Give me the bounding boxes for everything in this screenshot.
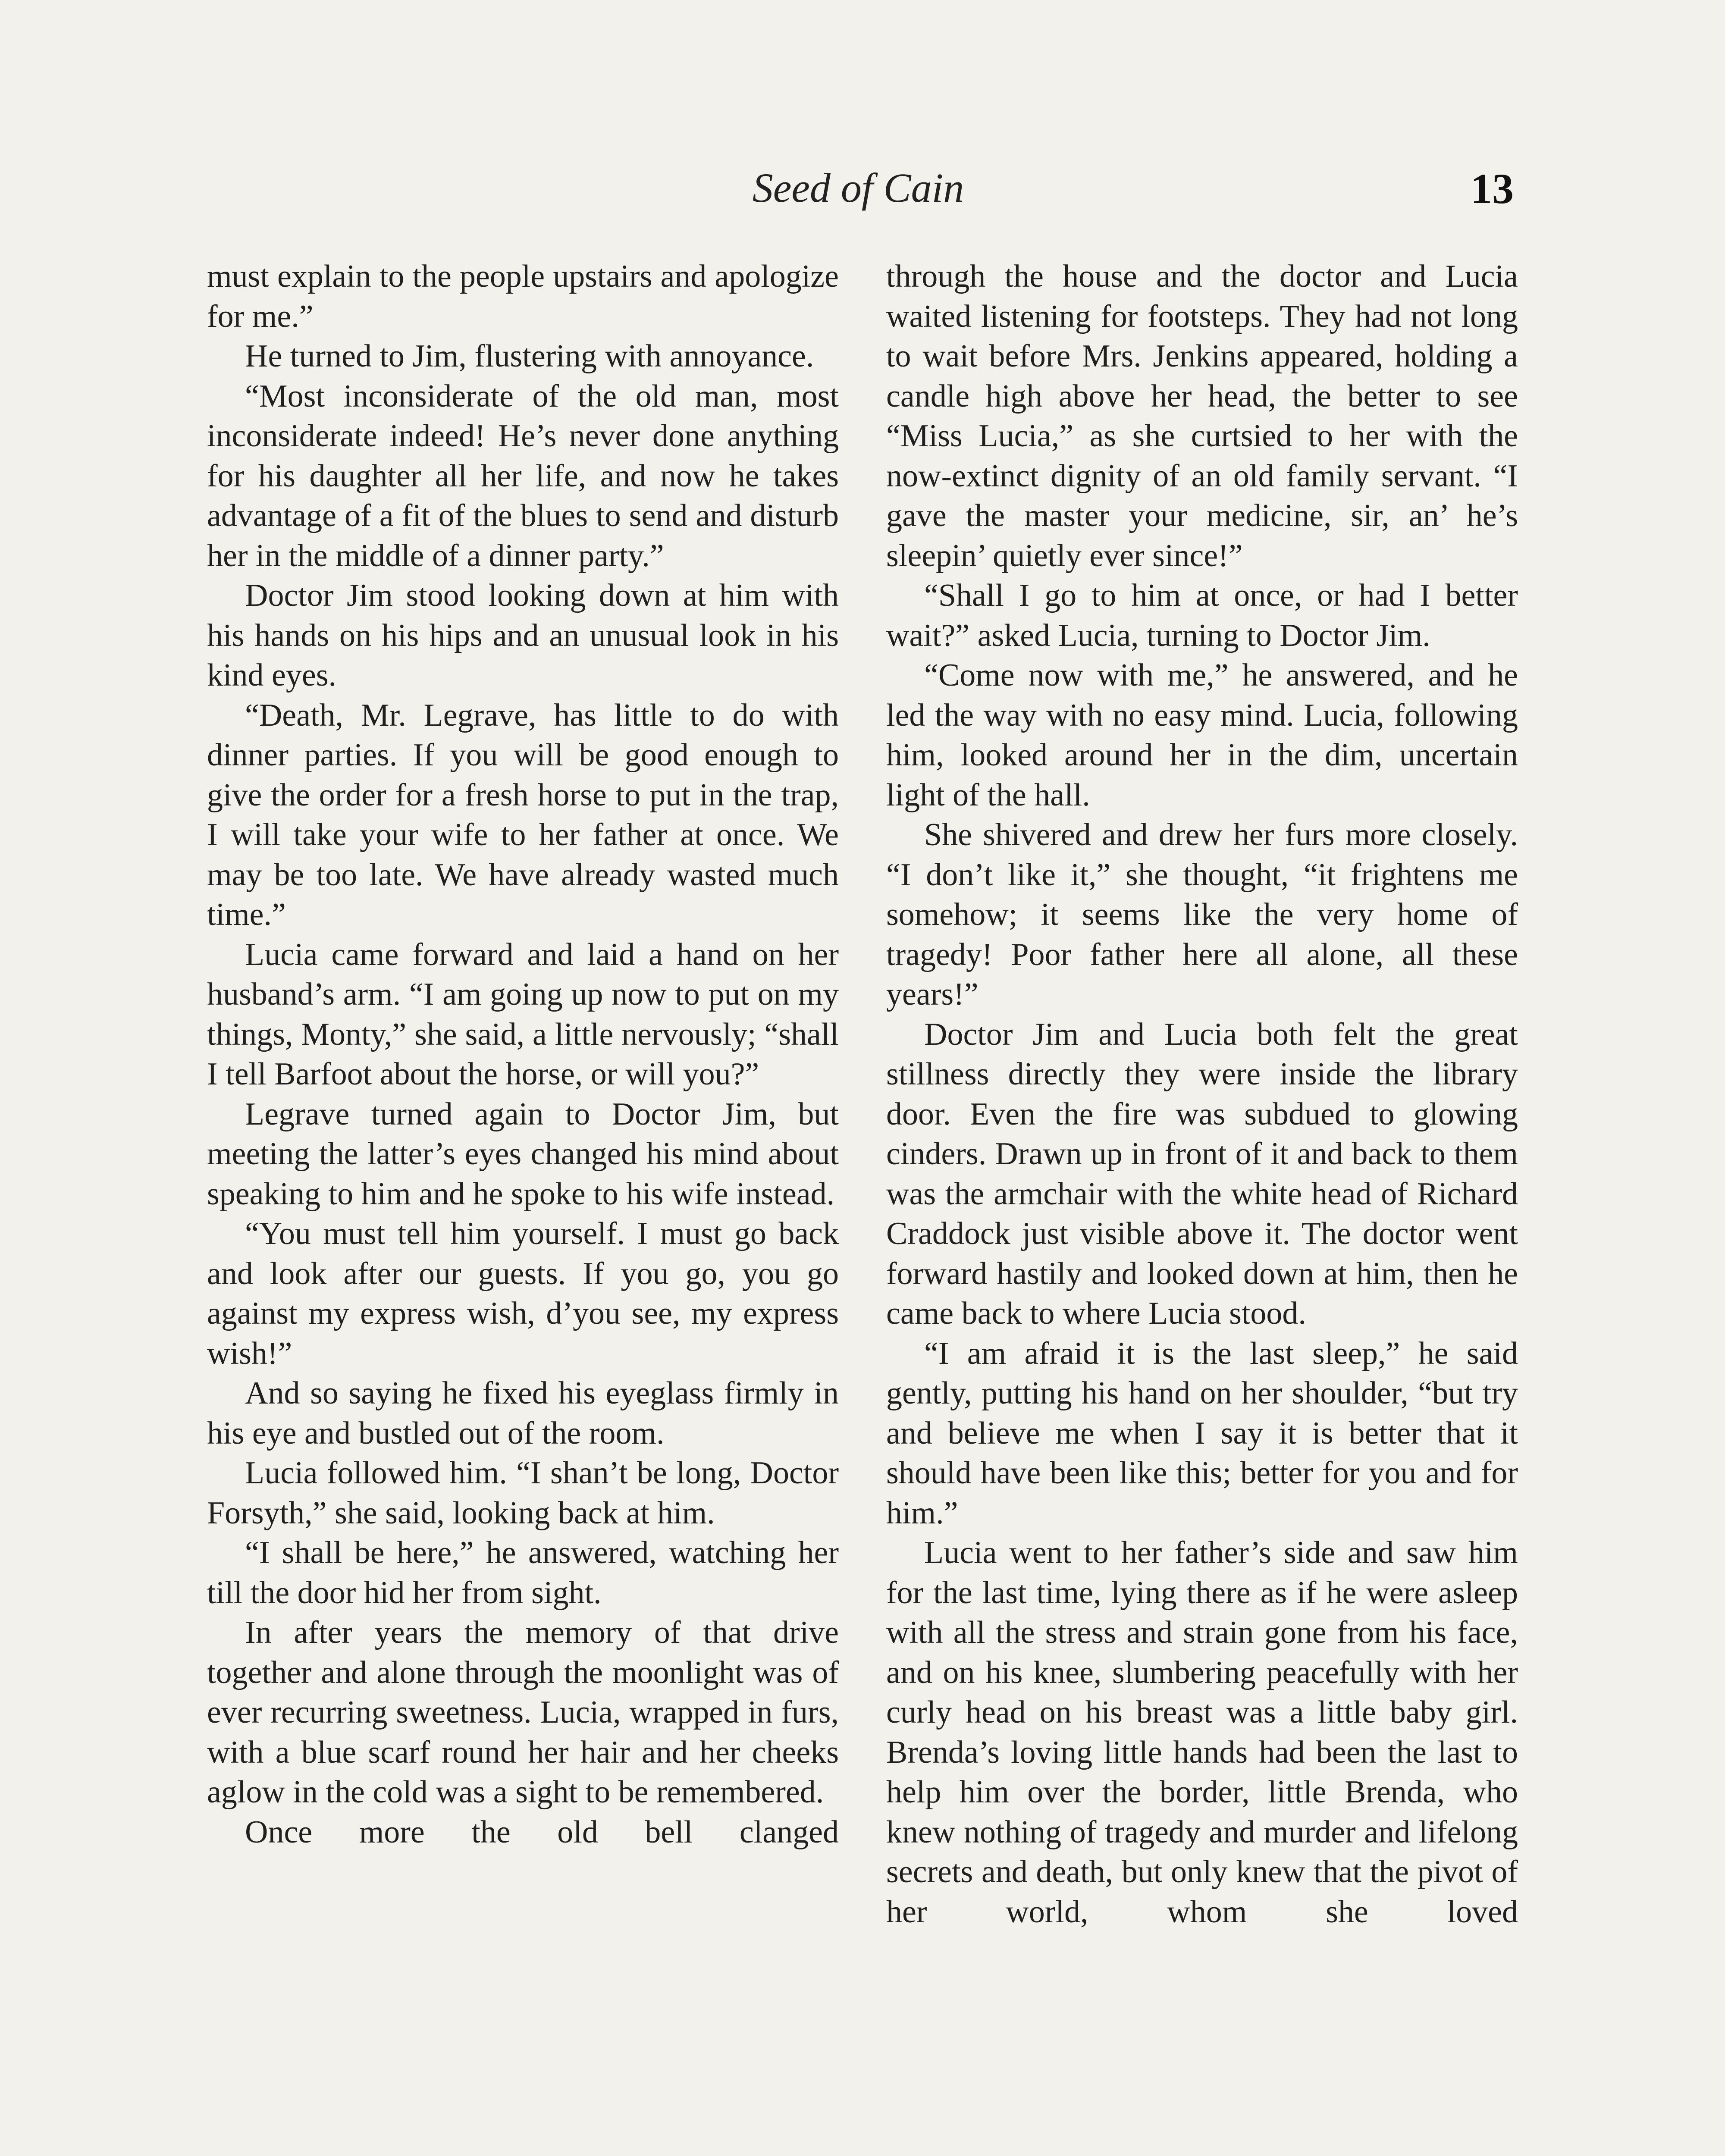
- paragraph: must explain to the people upstairs and apologize for me.”: [207, 259, 839, 334]
- paragraph: “Shall I go to him at once, or had I better wait?” asked Lucia, turning to Doctor Jim.: [886, 578, 1518, 653]
- paragraph: “Death, Mr. Legrave, has little to do with dinner parties. If you will be good enough to give the order for a fresh horse to put in the trap, I will take your wife to her father at once. We may be too late. We have already wasted much time.”: [207, 697, 839, 932]
- paragraph: Lucia followed him. “I shan’t be long, Doctor Forsyth,” she said, looking back at him.: [207, 1455, 839, 1531]
- paragraph: In after years the memory of that drive together and alone through the moonlight was of ever recurring sweetness. Lucia, wrapped in furs, with a blue scarf round her hair and her cheeks aglow in the cold was a sight to be remembered.: [207, 1615, 839, 1810]
- paragraph: “I shall be here,” he answered, watching her till the door hid her from sight.: [207, 1535, 839, 1611]
- paragraph: Legrave turned again to Doctor Jim, but meeting the latter’s eyes changed his mind about speaking to him and he spoke to his wife instead.: [207, 1096, 839, 1212]
- page-number: 13: [1471, 165, 1514, 213]
- paragraph: “You must tell him yourself. I must go back and look after our guests. If you go, you go against my express wish, d’you see, my express wish!”: [207, 1216, 839, 1371]
- paragraph: Once more the old bell clanged: [245, 1814, 839, 1850]
- paragraph: “Most inconsiderate of the old man, most inconsiderate indeed! He’s never done anything for his daughter all her life, and now he takes advantage of a fit of the blues to send and disturb her in the middle of a dinner party.”: [207, 378, 839, 573]
- paragraph: And so saying he fixed his eyeglass firmly in his eye and bustled out of the room.: [207, 1376, 839, 1451]
- paragraph: Doctor Jim and Lucia both felt the great stillness directly they were inside the library door. Even the fire was subdued to glowing cinders. Drawn up in front of it and back to them was the armchair with the white head of Richard Craddock just visible above it. The doctor went forward hastily and looked down at him, then he came back to where Lucia stood.: [886, 1016, 1518, 1331]
- paragraph: “I am afraid it is the last sleep,” he said gently, putting his hand on her shoulder, “but try and believe me when I say it is better that it should have been like this; better for you and for him.”: [886, 1335, 1518, 1531]
- paragraph: Lucia came forward and laid a hand on her husband’s arm. “I am going up now to put on my things, Monty,” she said, a little nervously; “shall I tell Barfoot about the horse, or will you?”: [207, 937, 839, 1092]
- right-text-column: [886, 257, 1518, 1932]
- paragraph: Lucia went to her father’s side and saw him for the last time, lying there as if he were asleep with all the stress and strain gone from his face, and on his knee, slumbering peacefully with her curly head on his breast was a little baby girl. Brenda’s loving little hands had been the last to help him over the border, little Brenda, who knew nothing of tragedy and murder and lifelong secrets and death, but only knew that the pivot of her world, whom she loved: [886, 1535, 1518, 1930]
- paragraph: She shivered and drew her furs more closely. “I don’t like it,” she thought, “it frightens me somehow; it seems like the very home of tragedy! Poor father here all alone, all these years!”: [886, 817, 1518, 1012]
- paragraph: through the house and the doctor and Lucia waited listening for footsteps. They had not long to wait before Mrs. Jenkins appeared, holding a candle high above her head, the better to see “Miss Lucia,” as she curtsied to her with the now-extinct dignity of an old family servant. “I gave the master your medicine, sir, an’ he’s sleepin’ quietly ever since!”: [886, 259, 1518, 573]
- paragraph: Doctor Jim stood looking down at him with his hands on his hips and an unusual look in his kind eyes.: [207, 578, 839, 693]
- paragraph: “Come now with me,” he answered, and he led the way with no easy mind. Lucia, following him, looked around her in the dim, uncertain light of the hall.: [886, 658, 1518, 813]
- paragraph: He turned to Jim, flustering with annoyance.: [245, 338, 814, 374]
- left-text-column: [207, 257, 839, 1852]
- running-title: Seed of Cain: [752, 165, 964, 211]
